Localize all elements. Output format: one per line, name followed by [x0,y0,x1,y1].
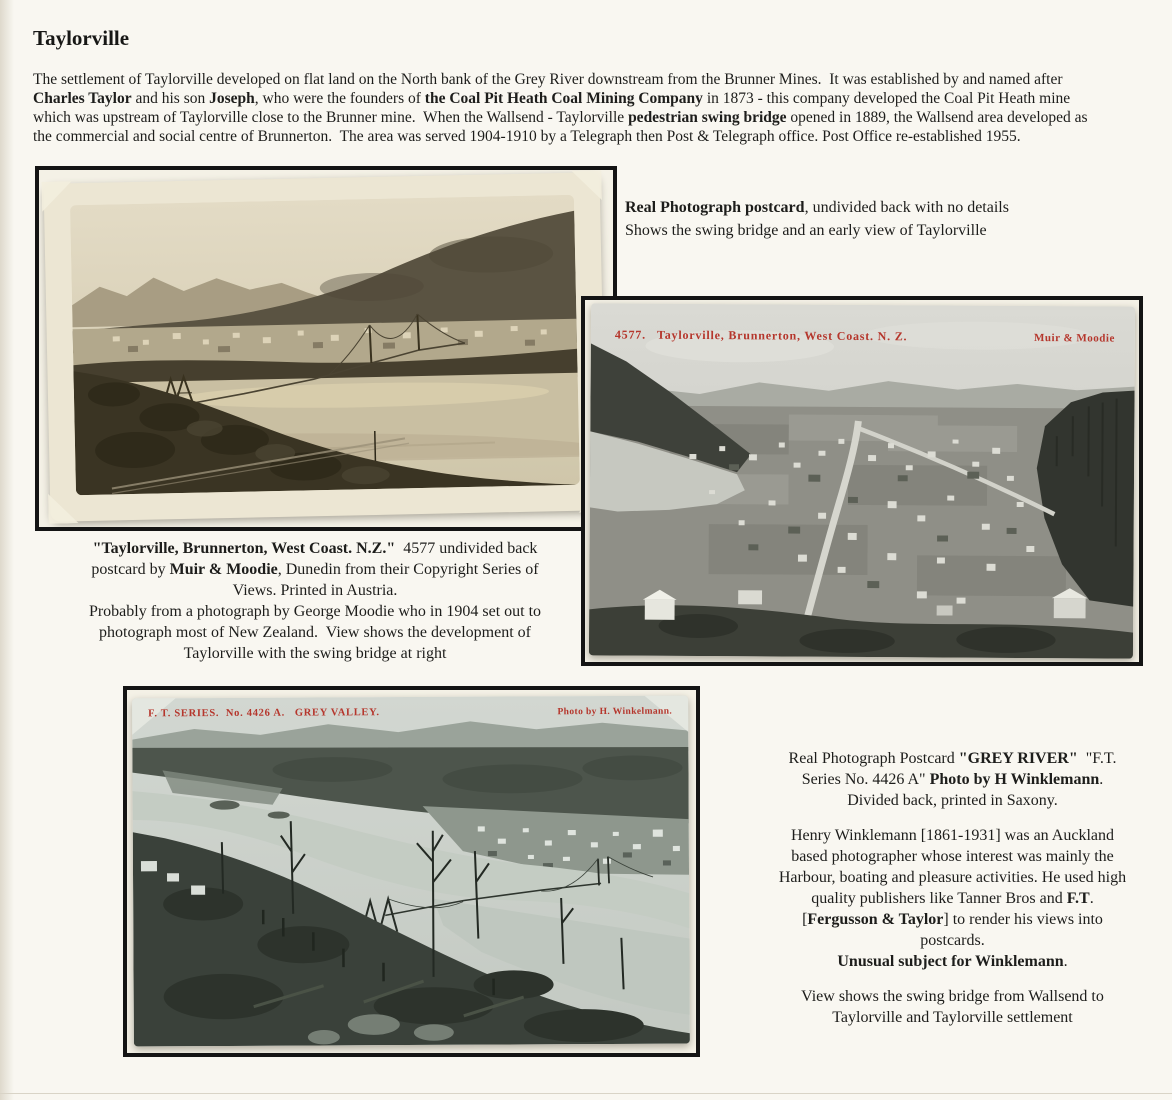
taylorville-aerial-photo [589,303,1135,658]
postcard-photo-credit: Photo by H. Winkelmann. [557,706,673,718]
scan-edge-shadow [0,0,14,1100]
postcard-grey-valley [132,696,690,1047]
postcard-muir-moodie [589,303,1135,658]
page-title: Taylorville [33,26,130,50]
postcard-series-title: F. T. SERIES. No. 4426 A. GREY VALLEY. [148,707,380,720]
photo-mount-corner [48,493,79,524]
scan-bottom-line [0,1093,1172,1094]
photo-frame-swing-bridge [35,166,617,531]
caption-grey-river [725,748,1172,1042]
caption-muir-moodie: "Taylorville, Brunnerton, West Coast. N.Z." 4577 undivided back postcard by Muir & Moodie, Dunedin from their Copyright Series of Views. Printed in Austria. Probably from a photograph by George Moodie who in 1904 set out to photograph most of New Zealand. View shows the development of Taylorville with the swing bridge at right [88,540,542,662]
photo-mount-corner [41,181,72,212]
postcard-number-title: 4577. Taylorville, Brunnerton, West Coast. N. Z. [614,327,908,344]
caption-grey-river-para2: Henry Winklemann [1861-1931] was an Auckland based photographer whose interest was mainly the Harbour, boating and pleasure activities. He used high quality publishers like Tanner Bros and F.T. [Fergusson & Taylor] to render his views into postcards. Unusual subject for Winklemann. [778,827,1127,970]
caption-grey-river-para3: View shows the swing bridge from Wallsend to Taylorville and Taylorville settlement [801,988,1104,1026]
postcard-publisher: Muir & Moodie [1033,332,1115,345]
swing-bridge-photo [70,195,580,495]
postcard-swing-bridge [44,172,607,522]
photo-frame-grey-valley [123,686,700,1057]
photo-frame-muir-moodie [581,296,1143,666]
photo-mount-corner [571,170,602,201]
caption-grey-river-para1: Real Photograph Postcard "GREY RIVER" "F.T. Series No. 4426 A" Photo by H Winklemann. Divided back, printed in Saxony. [788,750,1117,809]
intro-paragraph: The settlement of Taylorville developed on flat land on the North bank of the Grey River downstream from the Brunner Mines. It was established by and named after Charles Taylor and his son Joseph, who were the founders of the Coal Pit Heath Coal Mining Company in 1873 - this company developed the Coal Pit Heath mine which was upstream of Taylorville close to the Brunner mine. When the Wallsend - Taylorville pedestrian swing bridge opened in 1889, the Wallsend area developed as the commercial and social centre of Brunnerton. The area was served 1904-1910 by a Telegraph then Post & Telegraph office. Post Office re-established 1955. [33,71,1088,145]
annotation-real-photograph: Real Photograph postcard, undivided back with no details Shows the swing bridge and an early view of Taylorville [625,199,1009,239]
postcard-printed-caption [615,327,1115,345]
grey-river-photo [132,696,690,1047]
